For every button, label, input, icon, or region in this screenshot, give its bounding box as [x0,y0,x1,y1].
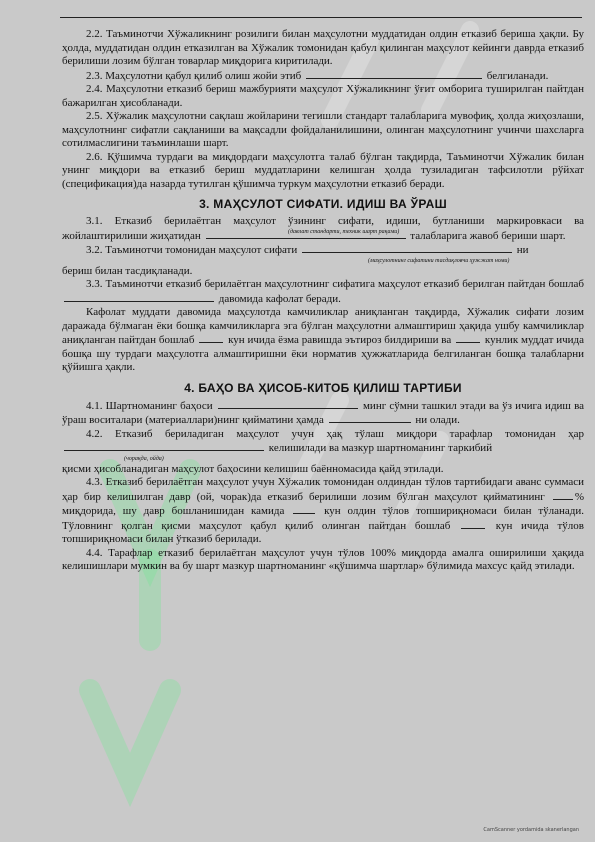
scanner-footer: CamScanner yordamida skanerlangan [483,827,579,833]
clause-4-2-cont: қисми ҳисобланадиган маҳсулот баҳосини келишиш баённомасида қайд этилади. [62,462,444,475]
field-note: (маҳсулотнинг сифатини тасдиқловчи ҳужжат номи) [368,257,510,264]
clause-2-6: 2.6. Қўшимча турдаги ва миқдордаги маҳсулотга талаб бўлган тақдирда, Таъминотчи Хўжалик билан унинг миқдори ва етказиб бериш муддатларини келишган ҳолда тузиладиган тафсилотли рўйхат (спецификация)да назарда тутилган қўшимча туркум маҳсулотни етказиб беради. [62,150,584,190]
section-3-title: 3. МАҲСУЛОТ СИФАТИ. ИДИШ ВА ЎРАШ [199,197,447,211]
section-4-title: 4. БАҲО ВА ҲИСОБ-КИТОБ ҚИЛИШ ТАРТИБИ [184,380,462,395]
field-note: (чорақда, ойда) [124,455,164,462]
clause-3-3: 3.3. Таъминотчи етказиб берилаётган маҳсулотнинг сифатига маҳсулот етказиб берилган пайтдан бошлаб давомида кафолат беради. [62,278,584,306]
blank-line[interactable] [293,504,315,514]
blank-line[interactable] [456,333,480,343]
clause-4-4: 4.4. Тарафлар етказиб берилаётган маҳсулот учун тўлов 100% миқдорда амалга оширилиши ҳақида келишишлари мумкин ва бу шарт мазкур шартноманинг «қўшимча шартлар» бўлимида махсус қайд этилади. [62,546,584,572]
field-note: (давлат стандарти, техник шарт рақами) [288,229,400,235]
clause-3-2-cont: бериш билан тасдиқланади. [62,264,193,277]
clause-2-2: 2.2. Таъминотчи Хўжаликнинг розилиги билан маҳсулотни муддатидан олдин етказиб бериша ҳақли. Бу ҳолда, муддатидан олдин етказилган ва Хўжалик томонидан қабул қилинган маҳсулот кейинги даврда етказиб берилиши лозим бўлган товарлар миқдорига киритилади. [62,28,584,67]
blank-line[interactable] [306,69,482,79]
document-body [62,28,584,574]
blank-line[interactable] [329,413,411,423]
clause-2-3: 2.3. Маҳсулотни қабул қилиб олиш жойи этиб белгиланади. [86,69,549,82]
blank-line[interactable] [218,399,358,409]
clause-3-4: Кафолат муддати давомида маҳсулотда камчиликлар аниқланган тақдирда, Хўжалик сифати лозим даражада бўлмаган ёки бошқа камчиликларга эга бўлган маҳсулотни алмаштириш ҳақида ушбу камчиликлар аниқланган пайтдан бошлаб кун ичида ёзма равишда эътироз билдириши ва кунлик муддат ичида бошқа шу турдаги маҳсулотга алмаштиришни ёки норматив ҳужжатларида белгиланган бошқа талабларни қўйишга ҳақли. [62,306,584,373]
clause-2-5: 2.5. Хўжалик маҳсулотни сақлаш жойларини тегишли стандарт талабларига мувофиқ, ҳолда жиҳозлаши, маҳсулотнинг сифатли сақланиши ва мақсадли фойдаланилишини, олинган маҳсулотнинг учинчи шахсларга сотилмаслигини таъминлаши шарт. [62,110,584,149]
blank-line[interactable] [64,441,264,451]
clause-4-3: 4.3. Етказиб берилаётган маҳсулот учун Хўжалик томонидан олдиндан тўлов тартибидаги аванс суммаси ҳар бир келишилган давр (ой, чорак)да етказиб берилиши лозим бўлган маҳсулот қийматининг % миқдорида, шу давр бошланишидан камида кун олдин тўлов топшириқномаси билан тўланади. Тўловнинг қолган қисми маҳсулот қабул қилиб олинган пайтдан бошлаб кун ичида тўлов топшириқномаси билан ўтказиб берилади. [62,476,585,545]
header-rule [60,17,582,18]
clause-2-4: 2.4. Маҳсулотни етказиб бериш мажбурияти маҳсулот Хўжаликнинг ўғит омборига туширилган пайтдан бажарилган ҳисобланади. [62,83,584,109]
clause-4-2: 4.2. Етказиб бериладиган маҳсулот учун ҳақ тўлаш миқдори тарафлар томонидан ҳар келишилади ва мазкур шартноманинг таркибий [62,428,584,456]
blank-line[interactable] [199,333,223,343]
blank-line[interactable] [461,519,485,529]
clause-4-1: 4.1. Шартноманинг баҳоси минг сўмни ташкил этади ва ўз ичига идиш ва ўраш воситалари (материаллари)нинг қийматини ҳамда ни олади. [62,399,584,426]
clause-3-2: 3.2. Таъминотчи томонидан маҳсулот сифати ни [86,244,529,256]
blank-line[interactable] [64,292,214,302]
blank-line[interactable] [302,243,512,253]
clause-3-1: 3.1. Етказиб берилаётган маҳсулот ўзининг сифати, идиши, бутланиши маркировкаси ва жойлаштирилиши жиҳатидан талабларига жавоб бериши шарт. [62,215,584,242]
blank-line[interactable] [553,490,573,500]
